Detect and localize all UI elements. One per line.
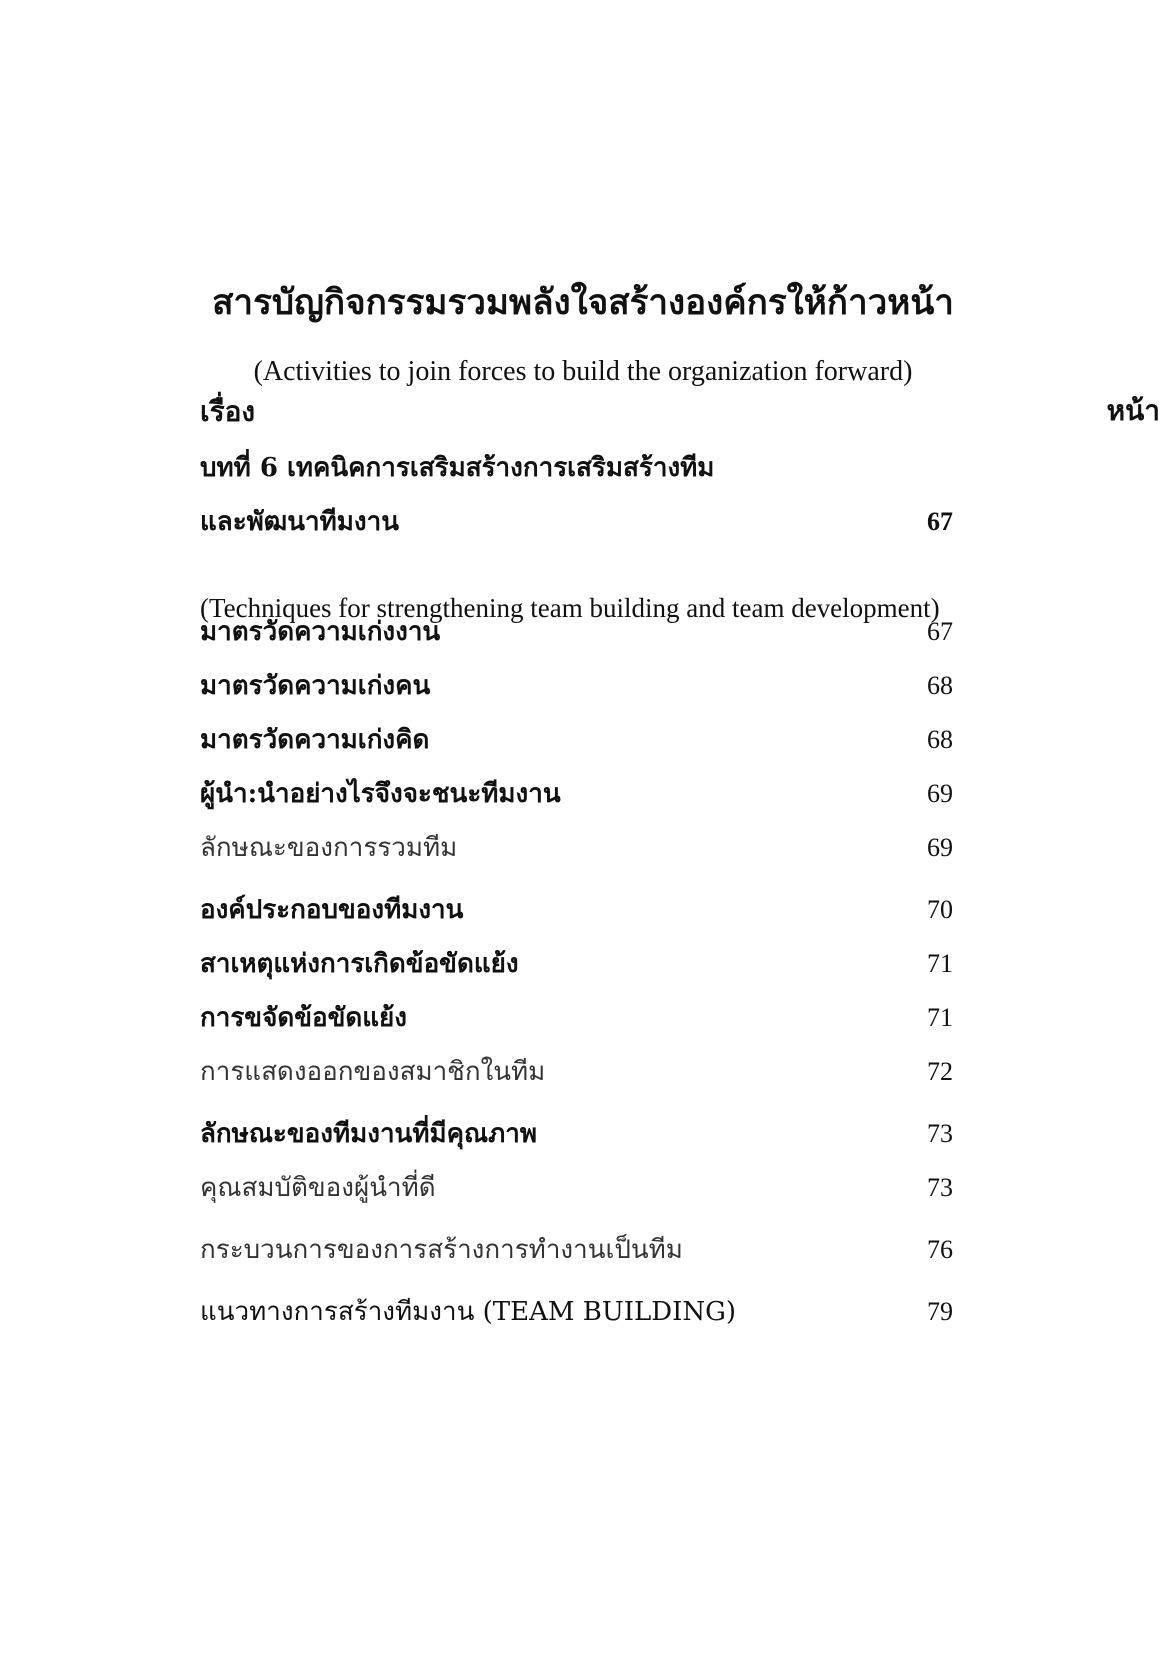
toc-entry bbox=[200, 718, 1166, 762]
toc-entry-page: 79 bbox=[927, 1297, 953, 1326]
toc-entry-page: 71 bbox=[927, 949, 953, 978]
toc-entry bbox=[200, 1228, 1166, 1272]
toc-entry-page: 69 bbox=[927, 779, 953, 808]
chapter-title-line-1 bbox=[200, 446, 1166, 490]
topic-column-label: เรื่อง bbox=[200, 395, 256, 428]
page-title: สารบัญกิจกรรมรวมพลังใจสร้างองค์กรให้ก้าวหน้า bbox=[212, 282, 954, 323]
toc-entry bbox=[200, 942, 1166, 986]
toc-entry-label: องค์ประกอบของทีมงาน bbox=[200, 895, 464, 925]
toc-entry-label: กระบวนการของการสร้างการทำงานเป็นทีม bbox=[200, 1235, 683, 1265]
toc-entry-page: 67 bbox=[927, 617, 953, 646]
toc-entry-page: 68 bbox=[927, 671, 953, 700]
toc-entry-page: 72 bbox=[927, 1057, 953, 1086]
toc-entry-label: สาเหตุแห่งการเกิดข้อขัดแย้ง bbox=[200, 949, 519, 979]
toc-entry-label: ผู้นำ:นำอย่างไรจึงจะชนะทีมงาน bbox=[200, 779, 561, 809]
toc-entry bbox=[200, 772, 1166, 816]
chapter-page-number: 67 bbox=[927, 507, 953, 536]
toc-entry bbox=[200, 1166, 1166, 1210]
toc-entry bbox=[200, 1290, 1166, 1334]
toc-entry-label: มาตรวัดความเก่งคิด bbox=[200, 725, 430, 755]
toc-entry bbox=[200, 826, 1166, 870]
toc-entry-label: ลักษณะของการรวมทีม bbox=[200, 833, 458, 863]
page-subtitle: (Activities to join forces to build the organization forward) bbox=[253, 356, 913, 387]
toc-entry-page: 70 bbox=[927, 895, 953, 924]
toc-entry bbox=[200, 610, 1166, 654]
toc-entry-label: การแสดงออกของสมาชิกในทีม bbox=[200, 1057, 546, 1087]
chapter-title-text-cont: และพัฒนาทีมงาน bbox=[200, 507, 399, 537]
toc-entry-page: 73 bbox=[927, 1119, 953, 1148]
chapter-english-title: (Techniques for strengthening team building and team development) bbox=[200, 593, 940, 623]
chapter-title-line-2 bbox=[200, 500, 1166, 544]
toc-header bbox=[200, 390, 1166, 434]
chapter-title-text: บทที่ 6 เทคนิคการเสริมสร้างการเสริมสร้างทีม bbox=[200, 453, 715, 483]
toc-entry bbox=[200, 664, 1166, 708]
toc-entry-label: แนวทางการสร้างทีมงาน (TEAM BUILDING) bbox=[200, 1297, 737, 1327]
toc-entry-label: มาตรวัดความเก่งงาน bbox=[200, 617, 441, 647]
toc-entry-page: 68 bbox=[927, 725, 953, 754]
toc-entry-label: ลักษณะของทีมงานที่มีคุณภาพ bbox=[200, 1119, 537, 1149]
toc-entry bbox=[200, 1050, 1166, 1094]
toc-entry-page: 71 bbox=[927, 1003, 953, 1032]
toc-entry-page: 73 bbox=[927, 1173, 953, 1202]
page-column-label: หน้า bbox=[1106, 396, 1160, 427]
toc-entry-label: คุณสมบัติของผู้นำที่ดี bbox=[200, 1173, 436, 1203]
toc-entry-label: มาตรวัดความเก่งคน bbox=[200, 671, 431, 701]
toc-entry bbox=[200, 888, 1166, 932]
toc-entry bbox=[200, 1112, 1166, 1156]
toc-entry-page: 69 bbox=[927, 833, 953, 862]
toc-entry-label: การขจัดข้อขัดแย้ง bbox=[200, 1003, 407, 1033]
toc-entry-page: 76 bbox=[927, 1235, 953, 1264]
toc-entry bbox=[200, 996, 1166, 1040]
